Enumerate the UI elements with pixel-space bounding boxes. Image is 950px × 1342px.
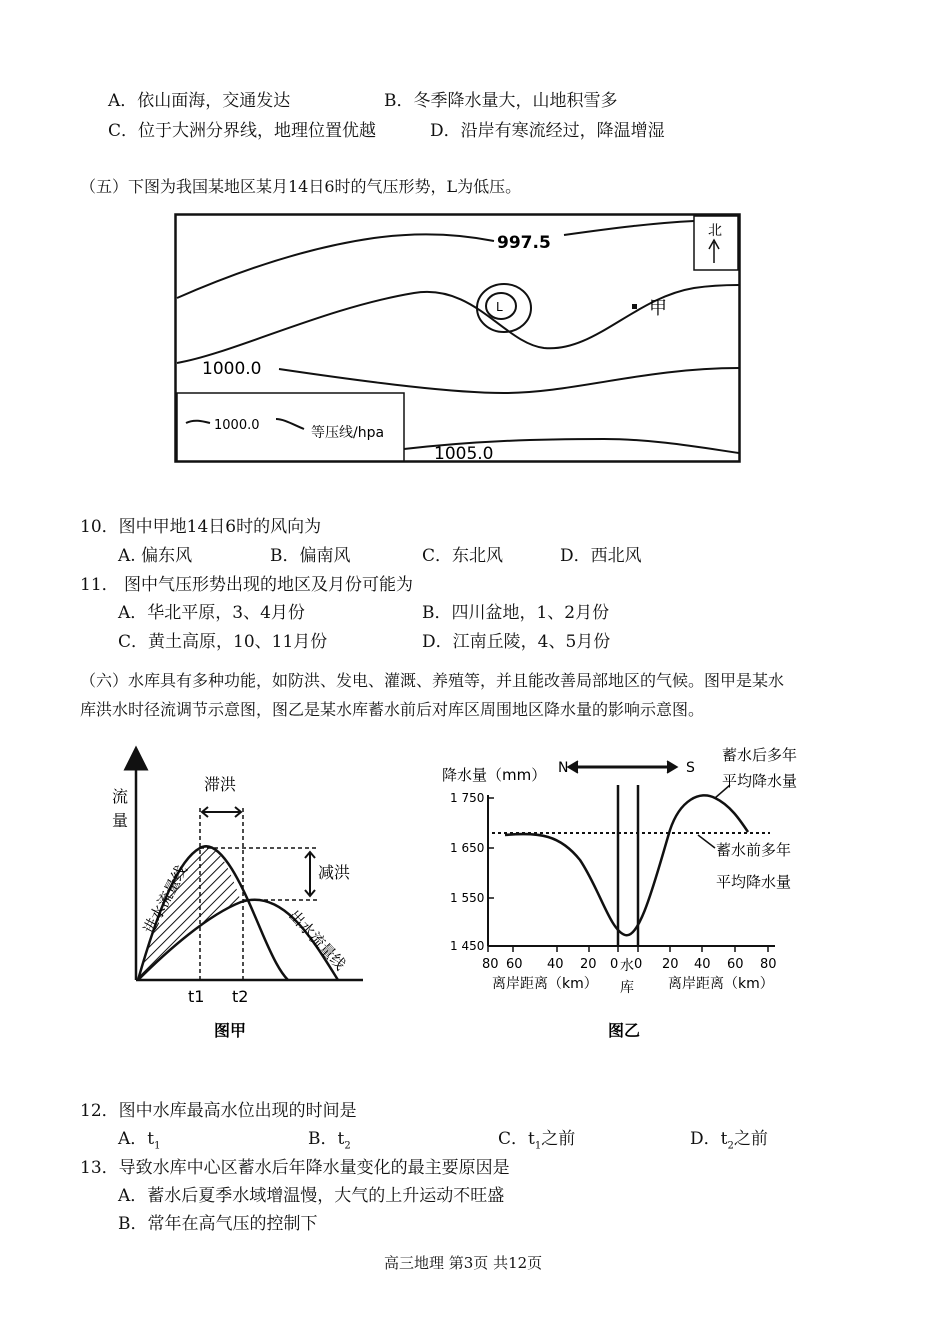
isobar-1000-label: 1000.0 [202,359,262,379]
fig-jia-outflow: 出水流量线 [285,906,350,974]
fig-yi-xtick: 60 [506,957,523,972]
fig-yi-after-1: 蓄水后多年 [722,746,798,764]
fig-yi-xtick: 80 [482,957,499,972]
q13-option-b: B．常年在高气压的控制下 [118,1214,318,1234]
q12-option-a: A．$t_1$ [118,1129,161,1152]
q10-option-b: B．偏南风 [270,546,351,566]
fig-yi-xtick: 40 [694,957,711,972]
pressure-map [174,213,742,465]
fig-jia-ylabel-2: 量 [112,811,129,830]
section6-line1: （六）水库具有多种功能，如防洪、发电、灌溉、养殖等，并且能改善局部地区的气候。图甲是某水 [80,671,785,690]
fig-yi-before-2: 平均降水量 [716,873,792,891]
fig-yi-south: S [686,760,695,776]
fig-yi-before-1: 蓄水前多年 [716,841,792,859]
fig-yi-ytick: 1 550 [450,891,485,905]
legend-value: 1000.0 [214,418,260,433]
figure-yi [430,740,810,1050]
fig-yi-ytick: 1 750 [450,791,485,805]
fig-yi-xtick: 80 [760,957,777,972]
fig-yi-xlabel-right: 离岸距离（km） [668,976,774,992]
fig-jia-ylabel-1: 流 [112,787,129,806]
q13-option-a: A．蓄水后夏季水域增温慢，大气的上升运动不旺盛 [118,1186,505,1206]
fig-yi-xlabel-left: 离岸距离（km） [492,976,598,992]
page-footer: 高三地理 第3页 共12页 [384,1254,543,1272]
q12-option-c: C．$t_1$之前 [498,1129,576,1152]
q9-option-b: B．冬季降水量大，山地积雪多 [384,91,618,111]
fig-jia-jianhong: 减洪 [318,863,351,882]
q10-option-d: D．西北风 [560,546,642,566]
fig-yi-north: N [558,760,569,776]
figure-jia [108,740,388,1050]
q10-option-c: C．东北风 [422,546,504,566]
q11-option-b: B．四川盆地，1、2月份 [422,603,610,623]
fig-jia-t2: t2 [232,987,249,1006]
isobar-1005-label: 1005.0 [434,444,494,464]
fig-yi-ylabel: 降水量（mm） [442,766,547,784]
fig-jia-inflow: 进水流量线 [139,862,191,937]
q11-option-c: C．黄土高原，10、11月份 [118,632,328,652]
fig-jia-t1: t1 [188,987,205,1006]
fig-yi-xtick: 0 [634,957,643,972]
fig-yi-caption: 图乙 [608,1021,641,1040]
fig-yi-xtick: 40 [547,957,564,972]
q10-option-a: A. 偏东风 [118,546,193,566]
q10-stem: 10．图中甲地14日6时的风向为 [80,517,322,537]
fig-yi-water: 水 [620,958,634,974]
section6-line2: 库洪水时径流调节示意图，图乙是某水库蓄水前后对库区周围地区降水量的影响示意图。 [80,700,705,719]
fig-yi-ku: 库 [620,980,634,996]
q11-option-d: D．江南丘陵，4、5月份 [422,632,611,652]
fig-yi-ytick: 1 650 [450,841,485,855]
fig-yi-after-2: 平均降水量 [722,772,798,790]
q12-stem: 12．图中水库最高水位出现的时间是 [80,1101,357,1121]
fig-yi-xtick: 60 [727,957,744,972]
q11-option-a: A．华北平原，3、4月份 [118,603,305,623]
q12-option-d: D．$t_2$之前 [690,1129,768,1152]
q9-option-a: A．依山面海，交通发达 [108,91,291,111]
legend-text: 等压线/hpa [311,425,385,441]
north-label: 北 [708,223,722,239]
fig-yi-xtick: 20 [580,957,597,972]
q12-option-b: B．$t_2$ [308,1129,351,1152]
q9-option-c: C．位于大洲分界线，地理位置优越 [108,121,377,141]
q13-stem: 13．导致水库中心区蓄水后年降水量变化的最主要原因是 [80,1158,510,1178]
fig-yi-ytick: 1 450 [450,939,485,953]
low-pressure-label: L [496,300,503,314]
fig-yi-xtick: 0 [610,957,619,972]
fig-jia-zhihong: 滞洪 [204,775,237,794]
fig-jia-caption: 图甲 [214,1021,247,1040]
q9-option-d: D．沿岸有寒流经过，降温增湿 [430,121,665,141]
section5-intro: （五）下图为我国某地区某月14日6时的气压形势，L为低压。 [80,177,522,196]
fig-yi-xtick: 20 [662,957,679,972]
place-jia-label: 甲 [649,298,667,319]
q11-stem: 11． 图中气压形势出现的地区及月份可能为 [80,575,414,595]
place-marker [632,304,637,309]
isobar-997-label: 997.5 [497,233,551,253]
